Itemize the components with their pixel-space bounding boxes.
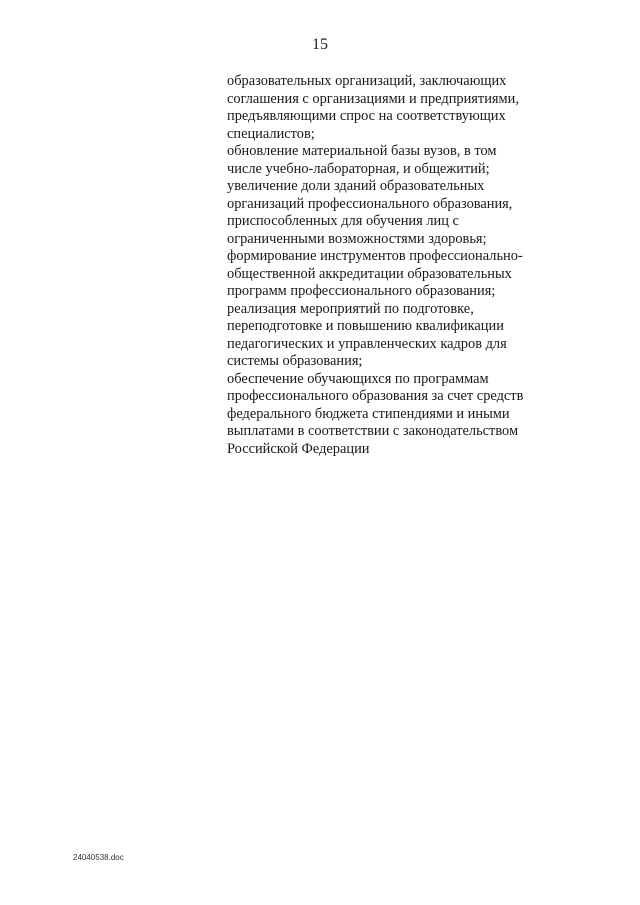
- text-line: системы образования;: [227, 353, 363, 369]
- text-line: Российской Федерации: [227, 440, 370, 457]
- text-line: федерального бюджета стипендиями и иными: [227, 405, 510, 422]
- text-line: профессионального образования за счет средств: [227, 388, 524, 404]
- page-number: 15: [312, 36, 328, 53]
- text-line: педагогических и управленческих кадров для: [227, 335, 507, 352]
- text-line: переподготовке и повышению квалификации: [227, 318, 504, 334]
- text-line: соглашения с организациями и предприятиями,: [227, 90, 519, 107]
- text-line: обновление материальной базы вузов, в том: [227, 143, 497, 159]
- text-line: выплатами в соответствии с законодательством: [227, 423, 519, 439]
- text-line: организаций профессионального образования,: [227, 195, 513, 212]
- text-line: числе учебно-лабораторная, и общежитий;: [227, 160, 490, 177]
- text-line: образовательных организаций, заключающих: [227, 73, 507, 89]
- text-line: специалистов;: [227, 125, 315, 142]
- text-line: реализация мероприятий по подготовке,: [227, 300, 474, 317]
- body-text: [227, 73, 587, 458]
- text-line: предъявляющими спрос на соответствующих: [227, 108, 506, 124]
- text-line: приспособленных для обучения лиц с: [227, 213, 459, 229]
- text-line: ограниченными возможностями здоровья;: [227, 230, 487, 247]
- text-line: формирование инструментов профессионально-: [227, 248, 523, 264]
- text-line: обеспечение обучающихся по программам: [227, 370, 489, 387]
- text-line: программ профессионального образования;: [227, 283, 496, 299]
- text-line: общественной аккредитации образовательных: [227, 265, 512, 282]
- text-line: увеличение доли зданий образовательных: [227, 178, 485, 194]
- document-file-name: 24040538.doc: [73, 853, 124, 862]
